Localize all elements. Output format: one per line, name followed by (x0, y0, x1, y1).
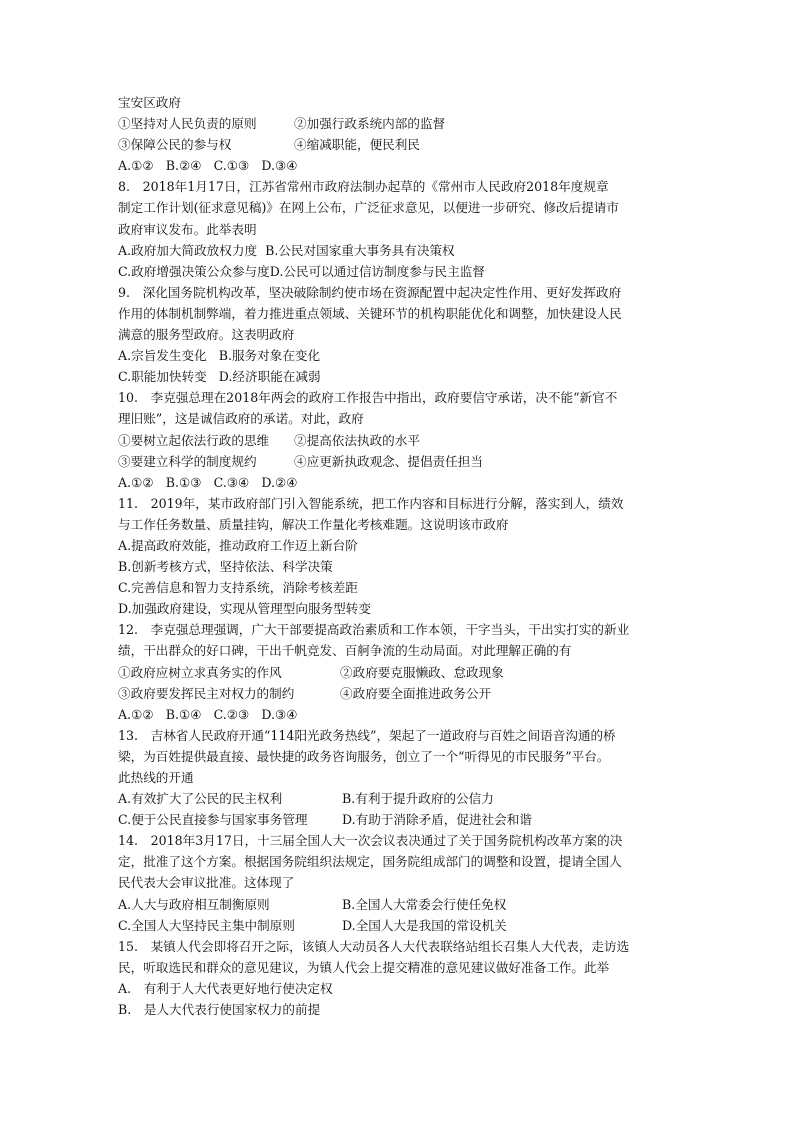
answer-b: B.服务对象在变化 (218, 348, 321, 364)
option-row (118, 113, 678, 134)
answer-b: B.①④ (165, 706, 202, 722)
answer-b: B. 是人大代表行使国家权力的前提 (118, 1002, 321, 1018)
option-row (118, 662, 678, 683)
answer-b: B.创新考核方式，坚持依法、科学决策 (118, 559, 333, 575)
option-3: ③保障公民的参与权 (118, 137, 232, 153)
answer-row (118, 704, 678, 725)
answer-d: D.加强政府建设，实现从管理型向服务型转变 (118, 601, 371, 617)
answer-c: C.全国人大坚持民主集中制原则 (118, 917, 295, 933)
answer-b: B.公民对国家重大事务具有决策权 (265, 242, 455, 258)
question-9-stem: 9. 深化国务院机构改革，坚决破除制约使市场在资源配置中起决定性作用、更好发挥政府 (118, 284, 622, 300)
answer-row (118, 915, 678, 936)
answer-c: C.便于公民直接参与国家事务管理 (118, 812, 308, 828)
answer-d: D.全国人大是我国的常设机关 (342, 917, 507, 933)
answer-row (118, 894, 678, 915)
answer-d: D.③④ (261, 706, 298, 722)
answer-row (118, 345, 678, 366)
question-15-stem: 民，听取选民和群众的意见建议，为镇人代会上提交精准的意见建议做好准备工作。此举 (118, 959, 610, 975)
question-14-stem: 14. 2018年3月17日，十三届全国人大一次会议表决通过了关于国务院机构改革方案的决 (118, 833, 623, 849)
answer-a: A.①② (118, 158, 154, 174)
option-4: ④缩减职能，便民利民 (294, 137, 420, 153)
question-13-stem: 13. 吉林省人民政府开通“114阳光政务热线”，架起了一道政府与百姓之间语音沟通的桥 (118, 727, 616, 743)
answer-row (118, 155, 678, 176)
answer-a: A.有效扩大了公民的民主权利 (118, 791, 283, 807)
option-2: ②提高依法执政的水平 (294, 432, 420, 448)
answer-row (118, 788, 678, 809)
answer-c: C.①③ (213, 158, 250, 174)
question-9-stem: 作用的体制机制弊端，着力推进重点领域、关键环节的机构职能优化和调整，加快建设人民 (118, 305, 622, 321)
option-row (118, 134, 678, 155)
option-2: ②加强行政系统内部的监督 (294, 116, 446, 132)
option-row (118, 451, 678, 472)
answer-d: D.公民可以通过信访制度参与民主监督 (269, 263, 485, 279)
answer-row (118, 240, 678, 261)
answer-b: B.①③ (165, 474, 202, 490)
option-3: ③政府要发挥民主对权力的制约 (118, 685, 295, 701)
option-2: ②政府要克服懒政、怠政现象 (340, 664, 504, 680)
answer-a: A.政府加大简政放权力度 (118, 242, 258, 258)
answer-d: D.③④ (261, 158, 298, 174)
question-10-stem: 10. 李克强总理在2018年两会的政府工作报告中指出，政府要信守承诺，决不能“新官不 (118, 390, 618, 406)
answer-c: C.②③ (213, 706, 250, 722)
answer-c: C.③④ (213, 474, 250, 490)
answer-a: A.①② (118, 474, 154, 490)
option-row (118, 683, 678, 704)
question-9-stem: 满意的服务型政府。这表明政府 (118, 327, 295, 343)
exam-page (118, 92, 678, 1020)
option-4: ④政府要全面推进政务公开 (340, 685, 492, 701)
answer-row (118, 366, 678, 387)
answer-a: A.①② (118, 706, 154, 722)
question-12-stem: 绩，干出群众的好口碑，干出千帆竞发、百舸争流的生动局面。对此理解正确的有 (118, 643, 572, 659)
answer-b: B.②④ (165, 158, 202, 174)
answer-a: A.宗旨发生变化 (118, 348, 207, 364)
question-13-stem: 梁，为百姓提供最直接、最快捷的政务咨询服务，创立了一个“听得见的市民服务”平台。 (118, 748, 610, 764)
question-13-stem: 此热线的开通 (118, 770, 194, 785)
question-10-stem: 理旧账”，这是诚信政府的承诺。对此，政府 (118, 411, 364, 427)
answer-d: D.②④ (261, 474, 298, 490)
answer-c: C.政府增强决策公众参与度 (118, 263, 270, 279)
answer-row (118, 472, 678, 493)
option-4: ④应更新执政观念、提倡责任担当 (294, 453, 483, 469)
answer-b: B.全国人大常委会行使任免权 (342, 896, 507, 912)
question-15-stem: 15. 某镇人代会即将召开之际，该镇人大动员各人大代表联络站组长召集人大代表，走访选 (118, 938, 630, 954)
question-11-stem: 与工作任务数量、质量挂钩，解决工作量化考核难题。这说明该市政府 (118, 516, 509, 532)
question-11-stem: 11. 2019年，某市政府部门引入智能系统，把工作内容和目标进行分解，落实到人，绩效 (118, 495, 624, 511)
answer-d: D.有助于消除矛盾，促进社会和谐 (342, 812, 532, 828)
question-8-stem: 8. 2018年1月17日，江苏省常州市政府法制办起草的《常州市人民政府2018年度规章 (118, 179, 609, 195)
question-14-stem: 民代表大会审议批准。这体现了 (118, 875, 295, 891)
question-14-stem: 定，批准了这个方案。根据国务院组织法规定，国务院组成部门的调整和设置，提请全国人 (118, 854, 622, 870)
option-1: ①坚持对人民负责的原则 (118, 116, 257, 132)
question-8-stem: 制定工作计划(征求意见稿)》在网上公布，广泛征求意见，以便进一步研究、修改后提请市 (118, 200, 619, 216)
answer-b: B.有利于提升政府的公信力 (342, 791, 494, 807)
answer-a: A.人大与政府相互制衡原则 (118, 896, 270, 912)
option-1: ①政府应树立求真务实的作风 (118, 664, 282, 680)
answer-row (118, 261, 678, 282)
option-3: ③要建立科学的制度规约 (118, 453, 257, 469)
answer-c: C.职能加快转变 (118, 369, 207, 385)
answer-c: C.完善信息和智力支持系统，消除考核差距 (118, 580, 358, 596)
question-12-stem: 12. 李克强总理强调，广大干部要提高政治素质和工作本领，干字当头，干出实打实的新业 (118, 622, 630, 638)
answer-d: D.经济职能在减弱 (218, 369, 321, 385)
option-row (118, 430, 678, 451)
answer-row (118, 809, 678, 830)
question-stem-line: 宝安区政府 (118, 95, 181, 110)
option-1: ①要树立起依法行政的思维 (118, 432, 270, 448)
answer-a: A.提高政府效能，推动政府工作迈上新台阶 (118, 537, 358, 553)
question-8-stem: 政府审议发布。此举表明 (118, 221, 257, 237)
answer-a: A. 有利于人大代表更好地行使决定权 (118, 980, 333, 996)
